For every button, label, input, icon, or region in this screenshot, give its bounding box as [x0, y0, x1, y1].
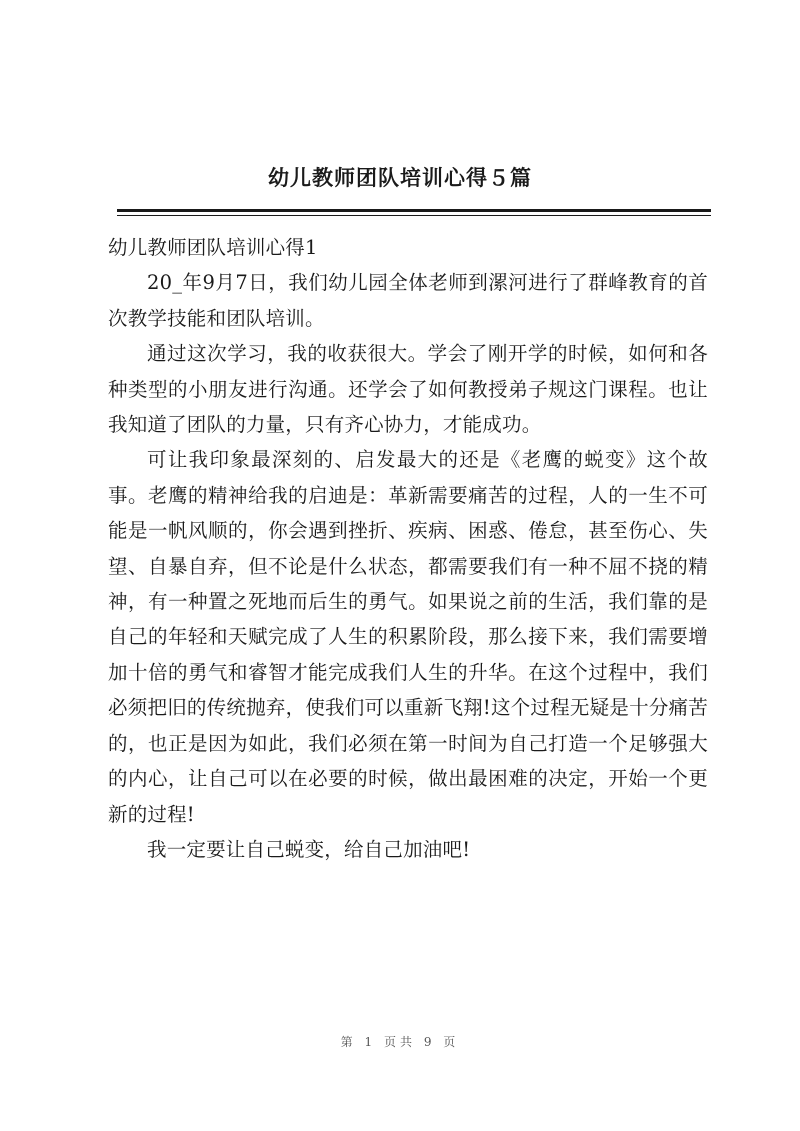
- page-label-mid: 页共: [383, 1035, 416, 1049]
- current-page-number: 1: [364, 1035, 377, 1049]
- document-title: 幼儿教师团队培训心得５篇: [268, 166, 532, 190]
- total-pages-number: 9: [423, 1035, 436, 1049]
- page-footer: [0, 1033, 800, 1050]
- document-body: [108, 230, 708, 867]
- paragraph: 可让我印象最深刻的、启发最大的还是《老鹰的蜕变》这个故事。老鹰的精神给我的启迪是：革新需要痛苦的过程，人的一生不可能是一帆风顺的，你会遇到挫折、疾病、困惑、倦怠，甚至伤心、失望、自暴自弃，但不论是什么状态，都需要我们有一种不屈不挠的精神，有一种置之死地而后生的勇气。如果说之前的生活，我们靠的是自己的年轻和天赋完成了人生的积累阶段，那么接下来，我们需要增加十倍的勇气和睿智才能完成我们人生的升华。在这个过程中，我们必须把旧的传统抛弃，使我们可以重新飞翔!这个过程无疑是十分痛苦的，也正是因为如此，我们必须在第一时间为自己打造一个足够强大的内心，让自己可以在必要的时候，做出最困难的决定，开始一个更新的过程!: [108, 448, 708, 826]
- paragraph: 通过这次学习，我的收获很大。学会了刚开学的时候，如何和各种类型的小朋友进行沟通。还学会了如何教授弟子规这门课程。也让我知道了团队的力量，只有齐心协力，才能成功。: [108, 342, 708, 437]
- paragraph: 我一定要让自己蜕变，给自己加油吧!: [147, 837, 471, 861]
- paragraph: 20_年9月7日，我们幼儿园全体老师到漯河进行了群峰教育的首次教学技能和团队培训。: [108, 271, 708, 330]
- title-rule-thick: [117, 209, 711, 212]
- page-label-prefix: 第: [340, 1035, 357, 1049]
- title-rule-thin: [117, 215, 711, 216]
- page-label-suffix: 页: [443, 1035, 460, 1049]
- section-heading: 幼儿教师团队培训心得1: [108, 236, 318, 259]
